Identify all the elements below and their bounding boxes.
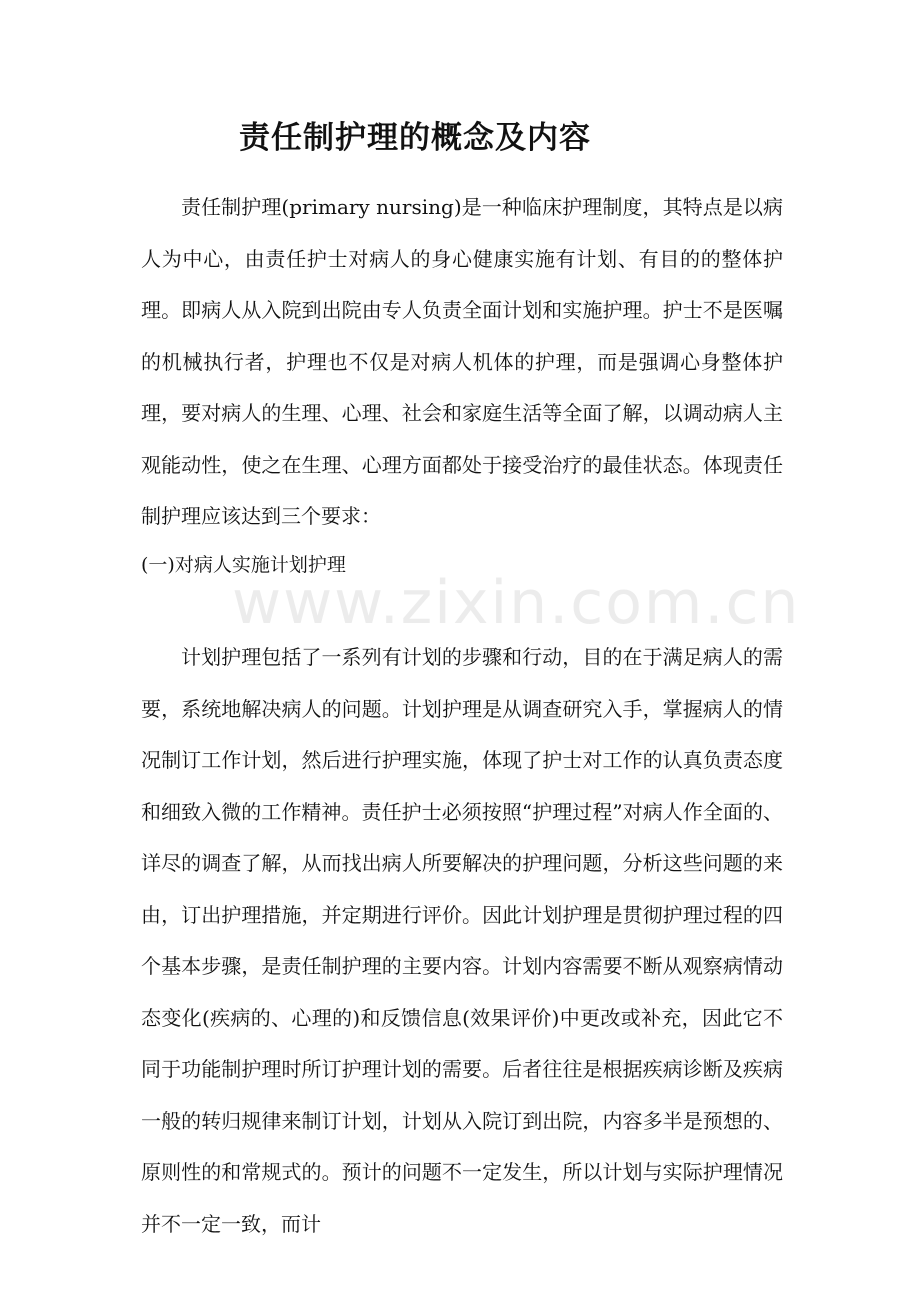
watermark: www.zixin.com.cn (232, 568, 801, 638)
planned-care-paragraph: 计划护理包括了一系列有计划的步骤和行动，目的在于满足病人的需要，系统地解决病人的问题。计划护理是从调查研究入手，掌握病人的情况制订工作计划，然后进行护理实施，体现了护士对工作的认真负责态度和细致入微的工作精神。责任护士必须按照“护理过程”对病人作全面的、详尽的调查了解，从而找出病人所要解决的护理问题，分析这些问题的来由，订出护理措施，并定期进行评价。因此计划护理是贯彻护理过程的四个基本步骤，是责任制护理的主要内容。计划内容需要不断从观察病情动态变化(疾病的、心理的)和反馈信息(效果评价)中更改或补充，因此它不同于功能制护理时所订护理计划的需要。后者往往是根据疾病诊断及疾病一般的转归规律来制订计划，计划从入院订到出院，内容多半是预想的、原则性的和常规式的。预计的问题不一定发生，所以计划与实际护理情况并不一定一致，而计 (141, 645, 783, 1236)
intro-paragraph: 责任制护理(primary nursing)是一种临床护理制度，其特点是以病人为中心，由责任护士对病人的身心健康实施有计划、有目的的整体护理。即病人从入院到出院由专人负责全面计划和实施护理。护士不是医嘱的机械执行者，护理也不仅是对病人机体的护理，而是强调心身整体护理，要对病人的生理、心理、社会和家庭生活等全面了解，以调动病人主观能动性，使之在生理、心理方面都处于接受治疗的最佳状态。体现责任制护理应该达到三个要求： (141, 195, 783, 528)
document-title: 责任制护理的概念及内容 (239, 120, 591, 156)
section-heading: (一)对病人实施计划护理 (141, 554, 346, 576)
